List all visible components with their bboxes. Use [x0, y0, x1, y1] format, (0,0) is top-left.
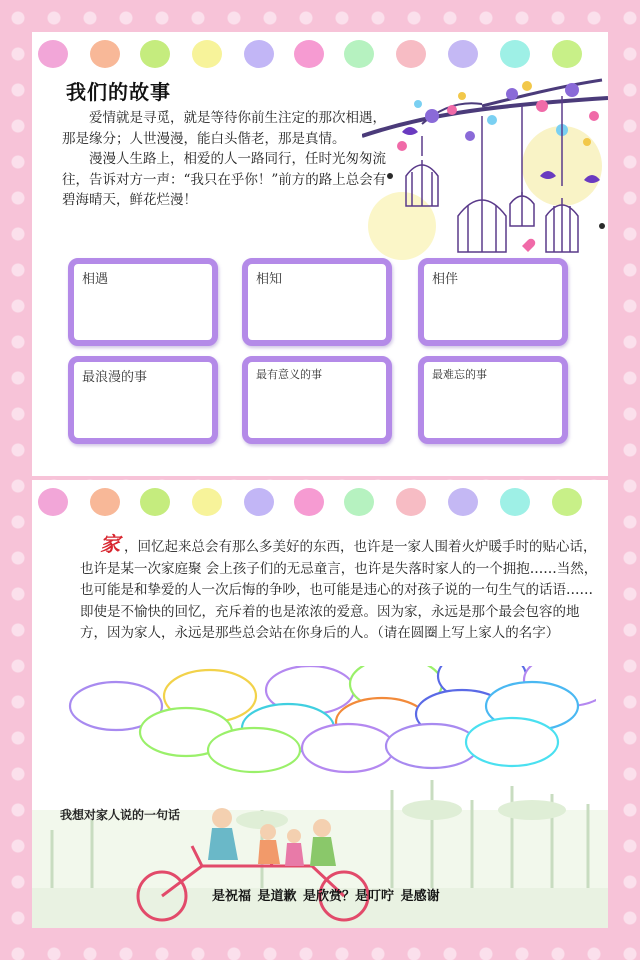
message-prompt: 我想对家人说的一句话 [60, 808, 181, 822]
decor-dot [500, 40, 530, 68]
story-box-label: 相知 [256, 272, 283, 287]
decor-dot [500, 488, 530, 516]
decor-dot [140, 40, 170, 68]
story-box-meet[interactable] [68, 258, 218, 346]
family-paragraph [80, 534, 600, 645]
decor-dot [244, 488, 274, 516]
story-box-know[interactable] [242, 258, 392, 346]
family-panel [32, 480, 608, 928]
decor-dot [192, 488, 222, 516]
message-choices: 是祝福 是道歉 是欣赏？是叮咛 是感谢 [212, 889, 440, 904]
story-box-label: 相伴 [432, 272, 459, 287]
decor-dot [396, 40, 426, 68]
family-bicycle-scene [32, 770, 608, 928]
story-paragraph-1: 爱情就是寻觅，就是等待你前生注定的那次相遇，那是缘分；人世漫漫，能白头偕老，那是真情。 [62, 110, 386, 147]
decor-dot [448, 40, 478, 68]
family-name-circles[interactable] [56, 666, 596, 786]
story-title: 我们的故事 [66, 80, 171, 104]
dot-row [32, 488, 608, 518]
birdcage-branch-illustration [362, 76, 608, 266]
story-box-unforgettable[interactable] [418, 356, 568, 444]
decor-dot [294, 40, 324, 68]
decor-dot [90, 488, 120, 516]
decor-dot [448, 488, 478, 516]
story-panel [32, 32, 608, 476]
story-intro [62, 108, 392, 211]
family-name-circle[interactable] [302, 724, 394, 772]
family-name-circle[interactable] [208, 728, 300, 772]
decor-dot [244, 40, 274, 68]
story-box-label: 相遇 [82, 272, 109, 287]
decor-dot [552, 40, 582, 68]
decor-dot [344, 488, 374, 516]
story-paragraph-2: 漫漫人生路上，相爱的人一路同行，任时光匆匆流往，告诉对方一声：“我只在乎你！”前方的路上总会有碧海晴天，鲜花烂漫！ [62, 151, 387, 208]
story-box-together[interactable] [418, 258, 568, 346]
dot-row [32, 40, 608, 70]
story-box-label: 最有意义的事 [256, 368, 322, 381]
decor-dot [344, 40, 374, 68]
story-box-label: 最浪漫的事 [82, 370, 148, 385]
family-text: ，回忆起来总会有那么多美好的东西，也许是一家人围着火炉暖手时的贴心话，也许是某一次家庭聚 会上孩子们的无忌童言，也许是失落时家人的一个拥抱……当然，也可能是和挚爱的人一次后悔的争吵，也可能是违心的对孩子说的一句生气的话语……即使是不愉快的回忆，充斥着的也是浓浓的爱意。因为家，永远是那个最会包容的地方，因为家人，永远是那些总会站在你身后的人。（请在圆圈上写上家人的名字） [80, 539, 598, 641]
decor-dot [90, 40, 120, 68]
decor-dot [192, 40, 222, 68]
decor-dot [38, 488, 68, 516]
family-name-circle[interactable] [386, 724, 478, 768]
story-box-label: 最难忘的事 [432, 368, 487, 381]
decor-dot [140, 488, 170, 516]
decor-dot [396, 488, 426, 516]
family-name-circle[interactable] [466, 718, 558, 766]
decor-dot [552, 488, 582, 516]
story-box-meaningful[interactable] [242, 356, 392, 444]
family-heading-char: 家 [100, 532, 120, 556]
story-box-romantic[interactable] [68, 356, 218, 444]
decor-dot [38, 40, 68, 68]
decor-dot [294, 488, 324, 516]
